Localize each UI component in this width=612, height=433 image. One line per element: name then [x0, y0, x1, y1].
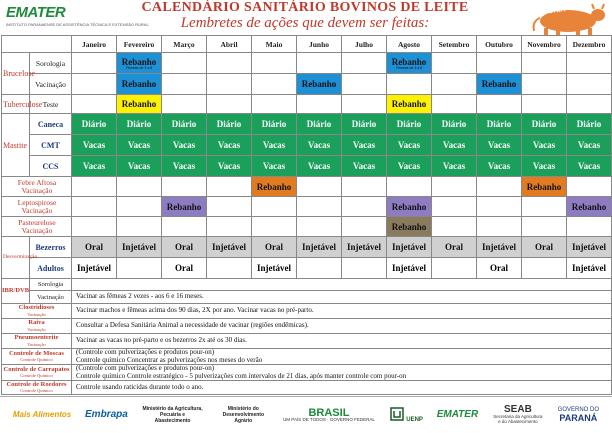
- brucelose-sorologia-row: [2, 53, 612, 74]
- moscas-sub: Controle Químico: [20, 357, 53, 363]
- vacas-cell: Vacas: [117, 156, 162, 177]
- diario-cell: Diário: [297, 114, 342, 135]
- empty-cell: [252, 95, 297, 114]
- injetavel-cell: Injetável: [72, 258, 117, 279]
- vacas-cell: Vacas: [297, 135, 342, 156]
- pasteurelose-row: [2, 217, 612, 237]
- empty-cell: [567, 53, 612, 74]
- month-header-row: [2, 36, 612, 53]
- sublabel-caneca: Caneca: [30, 114, 72, 135]
- moscas-note: [72, 349, 612, 365]
- injetavel-cell: Injetável: [207, 237, 252, 258]
- vacas-cell: Vacas: [162, 156, 207, 177]
- cow-icon: [528, 3, 606, 36]
- sublabel-bezerros: Bezerros: [30, 237, 72, 258]
- febre-aftosa-row: [2, 177, 612, 197]
- seab-logo: [492, 406, 544, 424]
- diario-cell: Diário: [432, 114, 477, 135]
- rebanho-note: Fêmeas de 3 a 8: [125, 65, 153, 70]
- empty-cell: [432, 197, 477, 217]
- injetavel-cell: Injetável: [567, 237, 612, 258]
- header: [0, 0, 612, 36]
- vacas-cell: Vacas: [567, 156, 612, 177]
- month-header: Setembro: [432, 36, 477, 53]
- group-label-pasteurelose: Pasteurelose Vacinação: [2, 217, 72, 237]
- vacas-cell: Vacas: [297, 156, 342, 177]
- empty-cell: [432, 177, 477, 197]
- empty-cell: [567, 217, 612, 237]
- empty-cell: [117, 197, 162, 217]
- clostridioses-sub: Vacinação: [27, 311, 46, 317]
- rebanho-cell: Rebanho: [297, 74, 342, 95]
- rebanho-cell: Rebanho: [117, 74, 162, 95]
- moscas-row: [2, 349, 612, 365]
- vacas-cell: Vacas: [342, 135, 387, 156]
- empty-cell: [207, 258, 252, 279]
- sublabel-adultos: Adultos: [30, 258, 72, 279]
- leptospirose-row: [2, 197, 612, 217]
- empty-cell: [117, 177, 162, 197]
- vacas-cell: Vacas: [117, 135, 162, 156]
- empty-cell: [72, 95, 117, 114]
- empty-cell: [297, 177, 342, 197]
- injetavel-cell: Injetável: [252, 258, 297, 279]
- clostridioses-note: Vacinar machos e fêmeas acima dos 90 dias, 2X por ano. Vacinar vacas no pré-parto.: [72, 304, 612, 319]
- group-label-ibr: IBR/DVB: [2, 279, 30, 304]
- vacas-cell: Vacas: [207, 156, 252, 177]
- empty-cell: [477, 177, 522, 197]
- empty-cell: [342, 177, 387, 197]
- month-header: Junho: [297, 36, 342, 53]
- month-header: Agosto: [387, 36, 432, 53]
- ibr-sorologia-row: [2, 279, 612, 291]
- empty-cell: [522, 197, 567, 217]
- raiva-row: [2, 319, 612, 334]
- brasil-sub: UM PAÍS DE TODOS · GOVERNO FEDERAL: [283, 416, 375, 422]
- raiva-label: Raiva: [28, 319, 45, 327]
- diario-cell: Diário: [117, 114, 162, 135]
- oral-cell: Oral: [477, 258, 522, 279]
- month-header: Outubro: [477, 36, 522, 53]
- raiva-sub: Vacinação: [27, 326, 46, 332]
- rebanho-cell: Rebanho: [477, 74, 522, 95]
- vacas-cell: Vacas: [387, 156, 432, 177]
- ibr-vacinacao-row: [2, 291, 612, 304]
- diario-cell: Diário: [162, 114, 207, 135]
- empty-cell: [207, 74, 252, 95]
- empty-cell: [162, 95, 207, 114]
- rebanho-cell: Rebanho: [387, 217, 432, 237]
- mapa-logo: Ministério da Agricultura, Pecuária e Abastecimento: [142, 406, 203, 424]
- empty-cell: [432, 95, 477, 114]
- roedores-row: [2, 381, 612, 395]
- empty-cell: [342, 217, 387, 237]
- empty-cell: [342, 95, 387, 114]
- diario-cell: Diário: [342, 114, 387, 135]
- empty-cell: [252, 53, 297, 74]
- empty-cell: [477, 197, 522, 217]
- group-label-pneumo: [2, 334, 72, 349]
- empty-cell: [522, 95, 567, 114]
- diario-cell: Diário: [252, 114, 297, 135]
- empty-cell: [252, 197, 297, 217]
- carrapatos-note-2: Controle químico Controle estratégico - 5 pulverizações com intervalos de 21 dias, após manter controle com pour-on: [76, 371, 407, 380]
- rebanho-text: Rebanho: [391, 56, 427, 67]
- empty-cell: [297, 217, 342, 237]
- vacas-cell: Vacas: [72, 135, 117, 156]
- mais-alimentos-logo: Mais Alimentos: [12, 410, 72, 419]
- month-header: Julho: [342, 36, 387, 53]
- roedores-note: Controle usando raticidas durante todo o ano.: [72, 381, 612, 395]
- empty-cell: [567, 74, 612, 95]
- uenp-logo: [389, 407, 423, 424]
- carrapatos-label: Controle de Carrapatos: [3, 365, 70, 373]
- empty-cell: [297, 95, 342, 114]
- rebanho-cell: [117, 53, 162, 74]
- month-header: Março: [162, 36, 207, 53]
- rebanho-cell: Rebanho: [387, 95, 432, 114]
- diario-cell: Diário: [387, 114, 432, 135]
- empty-cell: [522, 258, 567, 279]
- empty-cell: [297, 53, 342, 74]
- oral-cell: Oral: [72, 237, 117, 258]
- rebanho-cell: Rebanho: [522, 177, 567, 197]
- empty-cell: [342, 74, 387, 95]
- carrapatos-row: [2, 365, 612, 381]
- rebanho-cell: Rebanho: [162, 197, 207, 217]
- empty-cell: [72, 177, 117, 197]
- clostridioses-row: [2, 304, 612, 319]
- rebanho-cell: Rebanho: [252, 177, 297, 197]
- group-label-brucelose: Brucelose: [2, 53, 30, 95]
- vacas-cell: Vacas: [567, 135, 612, 156]
- vacas-cell: Vacas: [162, 135, 207, 156]
- brucelose-vacinacao-row: [2, 74, 612, 95]
- empty-cell: [432, 258, 477, 279]
- moscas-label: Controle de Moscas: [9, 349, 64, 357]
- page-subtitle: Lembretes de ações que devem ser feitas:: [180, 15, 430, 31]
- group-label-raiva: [2, 319, 72, 334]
- uenp-icon: [389, 407, 405, 421]
- empty-cell: [432, 74, 477, 95]
- injetavel-cell: Injetável: [297, 237, 342, 258]
- oral-cell: Oral: [432, 237, 477, 258]
- group-label-leptospirose: Leptospirose Vacinação: [2, 197, 72, 217]
- oral-cell: Oral: [162, 237, 207, 258]
- ibr-note: Vacinar as fêmeas 2 vezes - aos 6 e 16 meses.: [72, 291, 612, 304]
- empty-cell: [162, 177, 207, 197]
- vacas-cell: Vacas: [207, 135, 252, 156]
- pneumo-label: Pneumoenterite: [14, 334, 59, 342]
- rebanho-cell: Rebanho: [567, 197, 612, 217]
- empty-cell: [252, 217, 297, 237]
- vacas-cell: Vacas: [252, 135, 297, 156]
- empty-cell: [162, 217, 207, 237]
- empty-cell: [207, 197, 252, 217]
- vacas-cell: Vacas: [522, 135, 567, 156]
- empty-cell: [522, 53, 567, 74]
- sublabel-vacinacao: Vacinação: [30, 291, 72, 304]
- parana-text-1: GOVERNO DO: [557, 407, 600, 413]
- month-header: Fevereiro: [117, 36, 162, 53]
- sublabel-vacinacao: Vacinação: [30, 74, 72, 95]
- empty-cell: [522, 74, 567, 95]
- empty-cell: [162, 53, 207, 74]
- tuberculose-row: [2, 95, 612, 114]
- mda-logo: Ministério do Desenvolvimento Agrário: [222, 406, 265, 424]
- vacas-cell: Vacas: [432, 156, 477, 177]
- brasil-text: BRASIL: [308, 406, 350, 419]
- empty-cell: [207, 217, 252, 237]
- empty-cell: [207, 53, 252, 74]
- empty-cell: [387, 74, 432, 95]
- vacas-cell: Vacas: [432, 135, 477, 156]
- group-label-carrapatos: [2, 365, 72, 381]
- parana-logo: [558, 406, 599, 424]
- oral-cell: Oral: [252, 237, 297, 258]
- vacas-cell: Vacas: [522, 156, 567, 177]
- empty-cell: [72, 279, 612, 291]
- diario-cell: Diário: [522, 114, 567, 135]
- calendar-table: [1, 35, 612, 395]
- group-label-tuberculose: Tuberculose: [2, 95, 30, 114]
- vacas-cell: Vacas: [72, 156, 117, 177]
- sublabel-sorologia: Sorologia: [30, 279, 72, 291]
- empty-cell: [297, 197, 342, 217]
- empty-cell: [342, 53, 387, 74]
- empty-cell: [162, 74, 207, 95]
- mastite-cmt-row: [2, 135, 612, 156]
- empty-cell: [387, 177, 432, 197]
- raiva-note: Consultar a Defesa Sanitária Animal a necessidade de vacinar (regiões endêmicas).: [72, 319, 612, 334]
- page-title: CALENDÁRIO SANITÁRIO BOVINOS DE LEITE: [141, 0, 469, 15]
- empty-cell: [477, 53, 522, 74]
- vacas-cell: Vacas: [342, 156, 387, 177]
- empty-cell: [432, 53, 477, 74]
- emater-logo-sub: INSTITUTO PARANAENSE DE ASSISTÊNCIA TÉCNICA E EXTENSÃO RURAL: [6, 22, 149, 27]
- empty-cell: [72, 217, 117, 237]
- brasil-logo: [283, 406, 375, 422]
- vacas-cell: Vacas: [477, 135, 522, 156]
- diario-cell: Diário: [72, 114, 117, 135]
- embrapa-logo: Embrapa: [85, 409, 128, 420]
- emater-logo-text: EMATER: [6, 4, 66, 21]
- rebanho-cell: Rebanho: [387, 197, 432, 217]
- month-header: Abril: [207, 36, 252, 53]
- carrapatos-sub: Controle Químico: [20, 373, 53, 379]
- oral-cell: Oral: [162, 258, 207, 279]
- cow-badge: VITÓRIA: [536, 6, 566, 17]
- vacas-cell: Vacas: [387, 135, 432, 156]
- pneumo-note: Vacinar as vacas no pré-parto e os bezerros 2x até os 30 dias.: [72, 334, 612, 349]
- month-header: Maio: [252, 36, 297, 53]
- group-label-moscas: [2, 349, 72, 365]
- diario-cell: Diário: [207, 114, 252, 135]
- roedores-label: Controle de Roedores: [6, 380, 67, 388]
- footer-logos: [0, 396, 612, 433]
- sublabel-ccs: CCS: [30, 156, 72, 177]
- mastite-ccs-row: [2, 156, 612, 177]
- empty-cell: [477, 217, 522, 237]
- empty-cell: [567, 177, 612, 197]
- empty-cell: [252, 74, 297, 95]
- month-header: Janeiro: [72, 36, 117, 53]
- injetavel-cell: Injetável: [477, 237, 522, 258]
- seab-text: SEAB: [504, 404, 532, 415]
- seab-sub: Secretaria da Agricultura e do Abastecimento: [493, 414, 543, 424]
- carrapatos-note: [72, 365, 612, 381]
- parana-text-2: PARANÁ: [559, 413, 598, 423]
- injetavel-cell: Injetável: [567, 258, 612, 279]
- rebanho-note: Fêmeas de 3 a 8: [395, 65, 423, 70]
- carrapatos-note-1: (Controle com pulverizações e produtos pour-on): [76, 364, 215, 372]
- sublabel-cmt: CMT: [30, 135, 72, 156]
- empty-cell: [72, 74, 117, 95]
- desverminacao-adultos-row: [2, 258, 612, 279]
- empty-cell: [117, 217, 162, 237]
- month-header: Dezembro: [567, 36, 612, 53]
- pneumo-sub: Vacinação: [27, 341, 46, 347]
- empty-cell: [207, 95, 252, 114]
- empty-cell: [207, 177, 252, 197]
- group-label-mastite: Mastite: [2, 114, 30, 177]
- sublabel-teste: Teste: [30, 95, 72, 114]
- rebanho-cell: [387, 53, 432, 74]
- oral-cell: Oral: [522, 237, 567, 258]
- empty-cell: [342, 197, 387, 217]
- group-label-desverminacao: Desverminação: [2, 237, 30, 279]
- injetavel-cell: Injetável: [342, 237, 387, 258]
- empty-cell: [522, 217, 567, 237]
- corner-cell: [2, 36, 72, 53]
- empty-cell: [477, 95, 522, 114]
- injetavel-cell: Injetável: [117, 237, 162, 258]
- desverminacao-bezerros-row: [2, 237, 612, 258]
- empty-cell: [297, 258, 342, 279]
- diario-cell: Diário: [477, 114, 522, 135]
- empty-cell: [72, 197, 117, 217]
- moscas-note-2: Controle químico Concentrar as pulverizações nos meses do verão: [76, 355, 263, 364]
- uenp-text: UENP: [406, 416, 423, 423]
- rebanho-text: Rebanho: [121, 56, 157, 67]
- pneumo-row: [2, 334, 612, 349]
- mastite-caneca-row: [2, 114, 612, 135]
- group-label-roedores: [2, 381, 72, 395]
- diario-cell: Diário: [567, 114, 612, 135]
- injetavel-cell: Injetável: [387, 258, 432, 279]
- roedores-sub: Controle Químico: [20, 388, 53, 394]
- moscas-note-1: (Controle com pulverizações e produtos pour-on): [76, 348, 215, 356]
- rebanho-cell: Rebanho: [117, 95, 162, 114]
- emater-footer-logo: EMATER: [436, 409, 479, 420]
- empty-cell: [342, 258, 387, 279]
- vacas-cell: Vacas: [477, 156, 522, 177]
- injetavel-cell: Injetável: [387, 237, 432, 258]
- group-label-febre-aftosa: Febre Aftosa Vacinação: [2, 177, 72, 197]
- clostridioses-label: Clostridioses: [18, 304, 55, 312]
- empty-cell: [72, 53, 117, 74]
- empty-cell: [432, 217, 477, 237]
- empty-cell: [117, 258, 162, 279]
- empty-cell: [567, 95, 612, 114]
- sublabel-sorologia: Sorologia: [30, 53, 72, 74]
- group-label-clostridioses: [2, 304, 72, 319]
- vacas-cell: Vacas: [252, 156, 297, 177]
- month-header: Novembro: [522, 36, 567, 53]
